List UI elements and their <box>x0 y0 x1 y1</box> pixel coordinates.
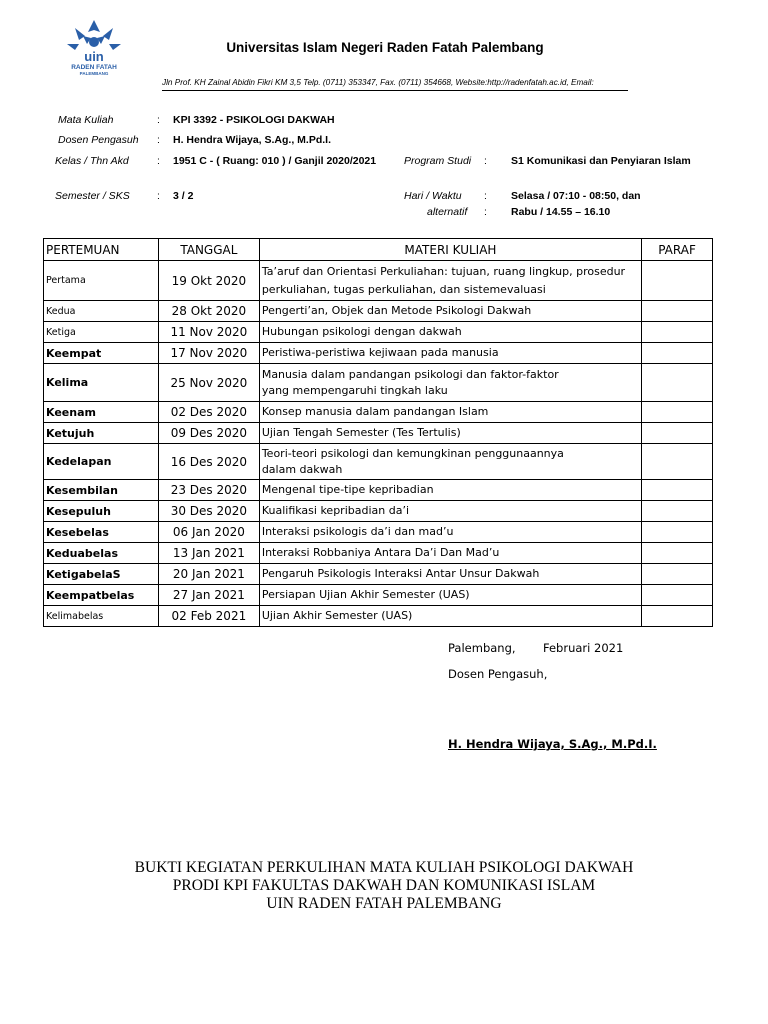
alternatif-value: Rabu / 14.55 – 16.10 <box>511 206 611 218</box>
table-row <box>44 501 713 522</box>
date-cell: 09 Des 2020 <box>158 423 259 444</box>
meeting-cell: Kesepuluh <box>44 501 159 522</box>
university-name: Universitas Islam Negeri Raden Fatah Palembang <box>226 40 544 55</box>
table-row <box>44 423 713 444</box>
meeting-cell: Keduabelas <box>44 543 159 564</box>
logo-text-palembang: PALEMBANG <box>79 71 109 76</box>
table-row <box>44 522 713 543</box>
kelas-value: 1951 C - ( Ruang: 010 ) / Ganjil 2020/2021 <box>173 155 377 167</box>
date-cell: 19 Okt 2020 <box>158 261 259 301</box>
paraf-cell <box>642 522 713 543</box>
topic-line: Ta’aruf dan Orientasi Perkuliahan: tujuan, ruang lingkup, prosedur <box>261 264 626 278</box>
topic-line: Teori-teori psikologi dan kemungkinan penggunaannya <box>261 446 564 460</box>
signature-role: Dosen Pengasuh, <box>448 667 548 681</box>
logo-text-raden-fatah: RADEN FATAH <box>71 64 117 71</box>
mata-kuliah-label: Mata Kuliah <box>58 114 114 126</box>
paraf-cell <box>642 364 713 402</box>
date-cell: 16 Des 2020 <box>158 444 259 480</box>
table-row <box>44 364 713 402</box>
footer-line-3: UIN RADEN FATAH PALEMBANG <box>266 895 502 912</box>
colon: : <box>157 190 160 202</box>
table-row <box>44 444 713 480</box>
prodi-label: Program Studi <box>404 155 472 167</box>
topic-cell: Peristiwa-peristiwa kejiwaan pada manusia <box>259 343 641 364</box>
hari-value: Selasa / 07:10 - 08:50, dan <box>511 190 641 202</box>
topic-cell: Mengenal tipe-tipe kepribadian <box>259 480 641 501</box>
paraf-cell <box>642 322 713 343</box>
paraf-cell <box>642 606 713 627</box>
table-row <box>44 564 713 585</box>
paraf-cell <box>642 261 713 301</box>
topic-cell: Pengaruh Psikologis Interaksi Antar Unsur Dakwah <box>259 564 641 585</box>
date-cell: 23 Des 2020 <box>158 480 259 501</box>
topic-line: perkuliahan, tugas perkuliahan, dan sistemevaluasi <box>261 282 546 296</box>
dosen-value: H. Hendra Wijaya, S.Ag., M.Pd.I. <box>173 134 332 146</box>
alternatif-label: alternatif <box>427 206 468 218</box>
signature-date: Februari 2021 <box>543 641 624 655</box>
paraf-cell <box>642 444 713 480</box>
semester-value: 3 / 2 <box>173 190 194 202</box>
header-pertemuan: PERTEMUAN <box>44 239 159 261</box>
date-cell: 25 Nov 2020 <box>158 364 259 402</box>
table-row <box>44 606 713 627</box>
paraf-cell <box>642 423 713 444</box>
signature-name: H. Hendra Wijaya, S.Ag., M.Pd.I. <box>448 737 657 751</box>
topic-cell: Kualifikasi kepribadian da’i <box>259 501 641 522</box>
date-cell: 28 Okt 2020 <box>158 301 259 322</box>
colon: : <box>484 155 487 167</box>
meeting-cell: KetigabelaS <box>44 564 159 585</box>
colon: : <box>157 155 160 167</box>
footer-line-2: PRODI KPI FAKULTAS DAKWAH DAN KOMUNIKASI ISLAM <box>172 877 596 894</box>
meeting-cell: Keempatbelas <box>44 585 159 606</box>
date-cell: 02 Feb 2021 <box>158 606 259 627</box>
topic-line: yang mempengaruhi tingkah laku <box>261 383 448 397</box>
meeting-cell: Ketiga <box>44 322 159 343</box>
topic-cell: Persiapan Ujian Akhir Semester (UAS) <box>259 585 641 606</box>
date-cell: 30 Des 2020 <box>158 501 259 522</box>
paraf-cell <box>642 480 713 501</box>
table-row <box>44 322 713 343</box>
date-cell: 27 Jan 2021 <box>158 585 259 606</box>
table-row <box>44 343 713 364</box>
logo-text-uin: uin <box>84 49 104 64</box>
header-paraf: PARAF <box>642 239 713 261</box>
paraf-cell <box>642 543 713 564</box>
topic-cell: Konsep manusia dalam pandangan Islam <box>259 402 641 423</box>
header-materi: MATERI KULIAH <box>259 239 641 261</box>
signature-city: Palembang, <box>448 641 516 655</box>
university-logo <box>63 16 125 78</box>
paraf-cell <box>642 343 713 364</box>
meeting-cell: Kesebelas <box>44 522 159 543</box>
prodi-value: S1 Komunikasi dan Penyiaran Islam <box>511 155 691 167</box>
topic-cell <box>259 364 641 402</box>
meeting-cell: Kedua <box>44 301 159 322</box>
topic-line: dalam dakwah <box>261 462 343 476</box>
table-row <box>44 543 713 564</box>
topic-cell <box>259 261 641 301</box>
mata-kuliah-value: KPI 3392 - PSIKOLOGI DAKWAH <box>173 114 335 126</box>
header-divider <box>162 90 628 91</box>
meeting-cell: Kelimabelas <box>44 606 159 627</box>
colon: : <box>484 206 487 218</box>
paraf-cell <box>642 564 713 585</box>
date-cell: 02 Des 2020 <box>158 402 259 423</box>
meeting-cell: Kelima <box>44 364 159 402</box>
hari-label: Hari / Waktu <box>404 190 462 202</box>
meeting-cell: Kesembilan <box>44 480 159 501</box>
topic-line: Manusia dalam pandangan psikologi dan faktor-faktor <box>261 367 559 381</box>
topic-cell: Interaksi psikologis da’i dan mad’u <box>259 522 641 543</box>
meeting-cell: Kedelapan <box>44 444 159 480</box>
date-cell: 20 Jan 2021 <box>158 564 259 585</box>
paraf-cell <box>642 402 713 423</box>
table-row <box>44 585 713 606</box>
university-address: Jln Prof. KH Zainal Abidin Fikri KM 3,5 Telp. (0711) 353347, Fax. (0711) 354668, Website:http://radenfatah.ac.id, Email: <box>162 78 594 87</box>
paraf-cell <box>642 301 713 322</box>
colon: : <box>157 134 160 146</box>
topic-cell <box>259 444 641 480</box>
table-row <box>44 301 713 322</box>
meeting-cell: Keenam <box>44 402 159 423</box>
date-cell: 17 Nov 2020 <box>158 343 259 364</box>
colon: : <box>157 114 160 126</box>
meeting-cell: Ketujuh <box>44 423 159 444</box>
paraf-cell <box>642 585 713 606</box>
date-cell: 11 Nov 2020 <box>158 322 259 343</box>
topic-cell: Hubungan psikologi dengan dakwah <box>259 322 641 343</box>
kelas-label: Kelas / Thn Akd <box>55 155 129 167</box>
header-tanggal: TANGGAL <box>158 239 259 261</box>
topic-cell: Ujian Tengah Semester (Tes Tertulis) <box>259 423 641 444</box>
colon: : <box>484 190 487 202</box>
table-row <box>44 402 713 423</box>
meeting-cell: Keempat <box>44 343 159 364</box>
schedule-table <box>43 238 713 627</box>
table-row <box>44 261 713 301</box>
meeting-cell: Pertama <box>44 261 159 301</box>
dosen-label: Dosen Pengasuh <box>58 134 139 146</box>
date-cell: 06 Jan 2020 <box>158 522 259 543</box>
topic-cell: Interaksi Robbaniya Antara Da’i Dan Mad’u <box>259 543 641 564</box>
topic-cell: Pengerti’an, Objek dan Metode Psikologi Dakwah <box>259 301 641 322</box>
date-cell: 13 Jan 2021 <box>158 543 259 564</box>
table-header-row <box>44 239 713 261</box>
topic-cell: Ujian Akhir Semester (UAS) <box>259 606 641 627</box>
semester-label: Semester / SKS <box>55 190 130 202</box>
table-row <box>44 480 713 501</box>
footer-line-1: BUKTI KEGIATAN PERKULIHAN MATA KULIAH PSIKOLOGI DAKWAH <box>134 859 634 876</box>
paraf-cell <box>642 501 713 522</box>
